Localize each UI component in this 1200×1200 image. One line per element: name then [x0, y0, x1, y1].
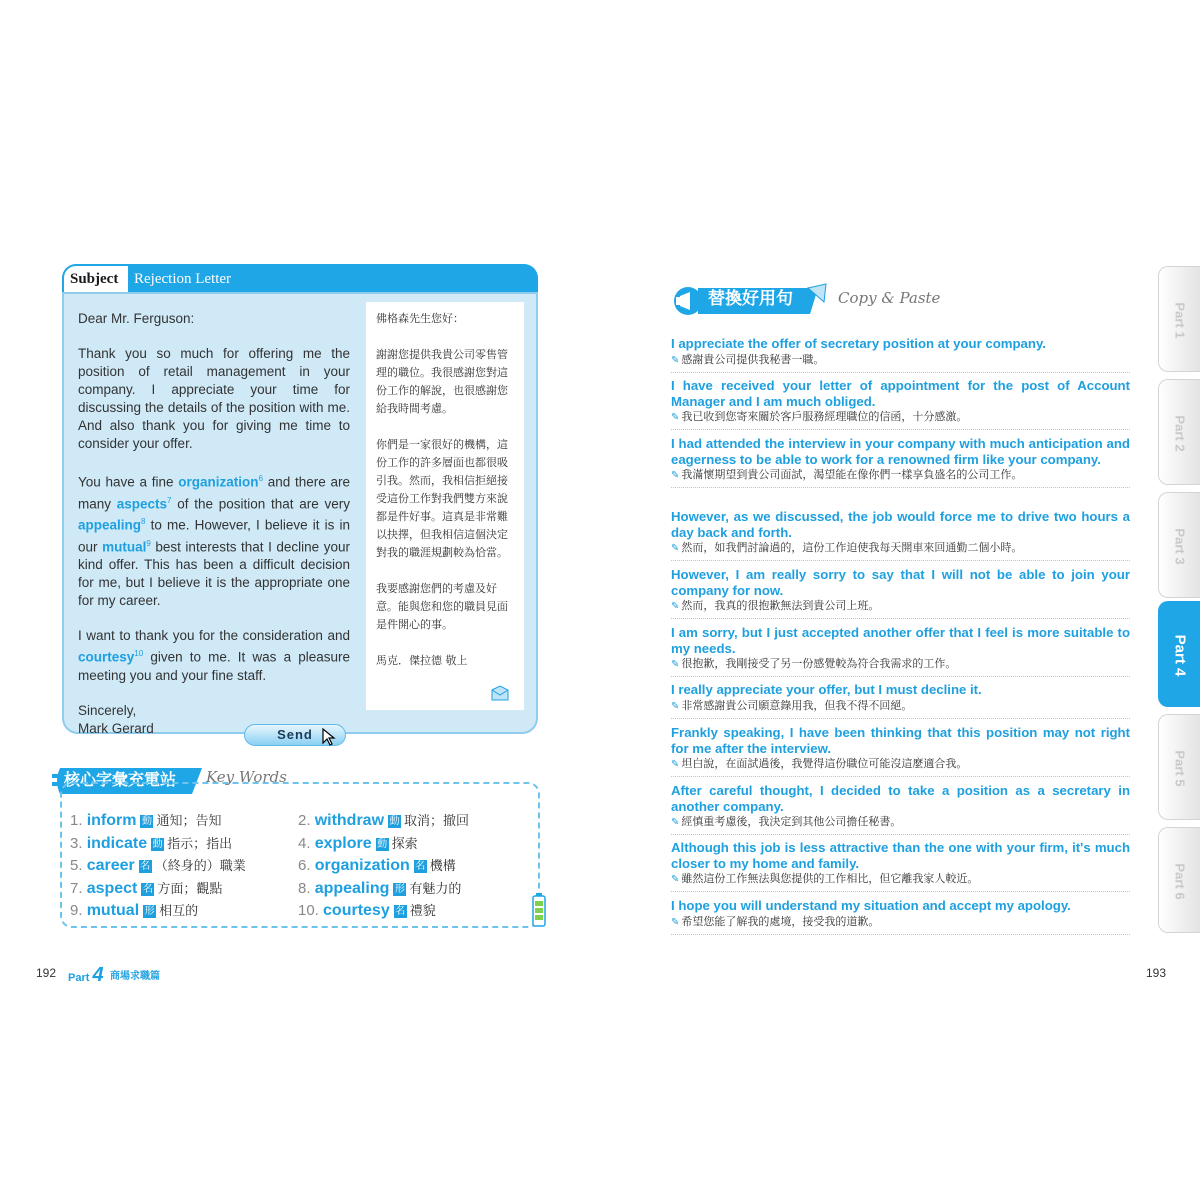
- tab-part-1[interactable]: [1158, 266, 1200, 372]
- tab-label: Part 2: [1172, 414, 1188, 452]
- footnote-6: 6: [258, 474, 263, 483]
- pencil-icon: ✎: [671, 874, 680, 885]
- cursor-icon: [322, 728, 336, 746]
- footnote-8: 8: [141, 517, 146, 526]
- key-word-item: [298, 855, 456, 875]
- key-word-number: 5.: [70, 857, 83, 875]
- part-of-speech-badge: 動: [377, 838, 388, 850]
- footnote-7: 7: [167, 495, 172, 505]
- footer-part: [68, 964, 104, 987]
- key-word-number: 7.: [70, 879, 83, 897]
- footer-part-label: Part: [68, 972, 90, 984]
- key-word-item: [70, 900, 198, 920]
- part-of-speech-badge: 動: [152, 838, 163, 850]
- tab-label-wrap: [1163, 380, 1197, 486]
- phrase-chinese: 感謝貴公司提供我秘書一職。: [681, 352, 825, 366]
- part-of-speech-badge: 形: [394, 883, 405, 895]
- part-of-speech-badge: 動: [389, 816, 400, 827]
- battery-icon: [532, 893, 546, 927]
- pencil-icon: ✎: [671, 817, 680, 828]
- phrase-item: [671, 567, 1130, 619]
- tab-label-wrap: [1163, 715, 1197, 821]
- copy-paste-script: Copy & Paste: [838, 289, 941, 307]
- phrase-chinese: 希望您能了解我的處境，接受我的道歉。: [681, 914, 880, 928]
- zh-paragraph-2: 你們是一家很好的機構，這份工作的許多層面也都很吸引我。然而，我相信拒絕接受這份工作對我們雙方來說都是件好事。這真是非常難以抉擇，但我相信這個決定對我的職涯規劃較為恰當。: [376, 438, 508, 559]
- key-word-meaning: 通知；告知: [156, 814, 222, 829]
- part-of-speech-badge: 形: [144, 906, 155, 918]
- key-word-number: 1.: [70, 812, 83, 829]
- key-word-number: 9.: [70, 902, 83, 920]
- phrase-chinese-row: [671, 656, 1130, 676]
- phrase-item: [671, 783, 1130, 835]
- pencil-icon: ✎: [671, 759, 680, 770]
- phrase-chinese: 雖然這份工作無法與您提供的工作相比，但它離我家人較近。: [681, 872, 979, 885]
- key-words-title: 核心字彙充電站: [64, 770, 177, 789]
- pencil-icon: ✎: [671, 543, 680, 554]
- tab-label-wrap: [1163, 493, 1197, 599]
- keyword-organization: organization: [178, 474, 259, 490]
- footnote-10: 10: [134, 649, 144, 658]
- copy-paste-title: 替換好用句: [708, 289, 793, 309]
- phrase-item: [671, 725, 1130, 777]
- letter-paragraph-2: [78, 470, 350, 610]
- pencil-icon: ✎: [671, 659, 680, 670]
- key-word-number: 3.: [70, 834, 83, 852]
- phrase-chinese-row: [671, 698, 1130, 718]
- key-word-meaning: 取消；撤回: [404, 814, 470, 829]
- key-word-item: [70, 833, 232, 853]
- tab-part-2[interactable]: [1158, 379, 1200, 485]
- key-word-meaning: 禮貌: [409, 904, 436, 920]
- phrase-english: I had attended the interview in your company with much anticipation and eagerness to be able to work for a renowned firm like your company.: [671, 436, 1130, 467]
- send-button[interactable]: Send: [244, 724, 346, 746]
- pencil-icon: ✎: [671, 916, 680, 928]
- text-run: to me. However, I believe it is in our: [78, 517, 350, 554]
- letter-signature: Mark Gerard: [78, 720, 154, 736]
- page-number-left: 192: [36, 966, 57, 980]
- subject-label: Subject: [64, 266, 128, 292]
- part-of-speech-badge: 名: [140, 861, 151, 873]
- key-word-meaning: 相互的: [159, 904, 199, 920]
- letter-closing: Sincerely,: [78, 702, 137, 718]
- phrase-item: [671, 509, 1130, 561]
- phrase-item: [671, 436, 1130, 488]
- tab-part-5[interactable]: [1158, 714, 1200, 820]
- tab-label-wrap: [1163, 602, 1197, 708]
- phrase-english: However, as we discussed, the job would force me to drive two hours a day back and forth.: [671, 509, 1130, 540]
- phrase-english: I appreciate the offer of secretary position at your company.: [671, 336, 1046, 351]
- key-word-item: [70, 878, 222, 898]
- zh-paragraph-1: 謝謝您提供我貴公司零售管理的職位。我很感謝您對這份工作的解說，也很感謝您給我時間考慮。: [376, 348, 508, 415]
- key-word-item: [298, 810, 469, 830]
- phrase-chinese: 我已收到您寄來關於客戶服務經理職位的信函，十分感激。: [681, 410, 968, 423]
- key-word-item: [298, 878, 461, 898]
- tab-label: Part 4: [1171, 634, 1189, 676]
- phrase-english: I hope you will understand my situation and accept my apology.: [671, 898, 1071, 913]
- key-word-meaning: 探索: [391, 836, 418, 852]
- tab-part-3[interactable]: [1158, 492, 1200, 598]
- phrase-item: [671, 682, 1130, 719]
- letter-chinese: [366, 302, 524, 710]
- key-word-item: [70, 810, 221, 830]
- phrase-item: [671, 898, 1130, 935]
- phrase-chinese-row: [671, 467, 1130, 487]
- footnote-9: 9: [146, 538, 151, 548]
- tab-label: Part 6: [1172, 862, 1188, 900]
- subject-value: Rejection Letter: [134, 271, 232, 287]
- part-of-speech-badge: 名: [142, 883, 153, 895]
- phrase-item: [671, 378, 1130, 430]
- key-word-item: [298, 900, 436, 920]
- phrase-item: [671, 840, 1130, 892]
- text-run: of the position that are very: [171, 496, 350, 511]
- phrase-chinese: 很抱歉，我剛接受了另一份感覺較為符合我需求的工作。: [681, 657, 957, 670]
- phrase-chinese: 非常感謝貴公司願意錄用我，但我不得不回絕。: [681, 698, 913, 712]
- key-word: organization: [314, 857, 410, 875]
- zh-sign: 馬克．傑拉德 敬上: [376, 654, 468, 667]
- key-word: mutual: [86, 902, 140, 920]
- key-word-meaning: 方面；觀點: [157, 881, 223, 897]
- phrase-chinese-row: [671, 871, 1130, 891]
- key-words-script: Key Words: [206, 768, 287, 786]
- phrase-chinese-row: [671, 409, 1130, 429]
- key-word: career: [86, 857, 135, 875]
- phrase-chinese-row: [671, 914, 1130, 934]
- key-word-number: 6.: [298, 857, 311, 875]
- text-run: and there are many: [78, 474, 350, 511]
- key-word-meaning: 指示；指出: [167, 836, 233, 852]
- page-number-right: 193: [1146, 966, 1167, 980]
- phrase-english: However, I am really sorry to say that I will not be able to join your company for now.: [671, 567, 1130, 598]
- phrase-chinese: 我滿懷期望到貴公司面試，渴望能在像你們一樣享負盛名的公司工作。: [681, 468, 1023, 481]
- key-word: indicate: [86, 834, 148, 852]
- tab-label-wrap: [1163, 828, 1197, 934]
- text-run: given to me. It was a pleasure meeting you and your fine staff.: [78, 649, 350, 683]
- phrase-english: Frankly speaking, I have been thinking that this position may not right for me after the interview.: [671, 725, 1130, 756]
- text-run: You have a fine: [78, 474, 179, 490]
- phrase-item: [671, 336, 1130, 373]
- phrase-chinese: 然而，我真的很抱歉無法到貴公司上班。: [681, 599, 880, 612]
- letter-greeting: Dear Mr. Ferguson:: [78, 311, 195, 326]
- key-word-number: 2.: [298, 812, 311, 829]
- phrase-chinese-row: [671, 352, 1130, 372]
- part-of-speech-badge: 動: [141, 816, 152, 827]
- letter-paragraph-1: Thank you so much for offering me the position of retail management in your company. I appreciate your time for discussing the details of the position with me. And also thank you for giving me time to consider your offer.: [78, 346, 350, 451]
- text-run: best interests that I decline your kind offer. This has been a difficult decision for me, but I believe it is the appropriate one for my career.: [78, 539, 350, 608]
- tab-label: Part 1: [1172, 301, 1188, 339]
- footer-part-number: 4: [92, 964, 104, 986]
- footer-title: 商場求職篇: [110, 971, 160, 982]
- key-word-meaning: 機構: [429, 859, 456, 875]
- keyword-appealing: appealing: [78, 517, 142, 533]
- phrase-chinese-row: [671, 814, 1130, 834]
- key-word-number: 10.: [298, 902, 319, 920]
- letter-english: [78, 310, 350, 755]
- phrase-chinese-row: [671, 598, 1130, 618]
- keyword-aspects: aspects: [116, 496, 168, 511]
- tab-label-wrap: [1163, 267, 1197, 373]
- tab-part-6[interactable]: [1158, 827, 1200, 933]
- phrase-english: Although this job is less attractive than the one with your firm, it's much closer to my home and family.: [671, 840, 1130, 871]
- zh-paragraph-3: 我要感謝您們的考慮及好意。能與您和您的職員見面是件開心的事。: [376, 582, 508, 631]
- phrase-item: [671, 625, 1130, 677]
- phrase-english: I am sorry, but I just accepted another offer that I feel is more suitable to my needs.: [671, 625, 1130, 656]
- pencil-icon: ✎: [671, 412, 680, 423]
- phrase-chinese: 經慎重考慮後，我決定到其他公司擔任秘書。: [681, 815, 902, 828]
- keyword-mutual: mutual: [102, 539, 147, 554]
- letter-paragraph-3: [78, 627, 350, 685]
- key-word: courtesy: [323, 902, 390, 920]
- phrase-chinese: 坦白說，在面試過後，我覺得這份職位可能沒這麼適合我。: [681, 757, 968, 770]
- pencil-icon: ✎: [671, 601, 680, 612]
- tab-label: Part 5: [1172, 749, 1188, 787]
- pencil-icon: ✎: [671, 354, 680, 366]
- phrase-english: I really appreciate your offer, but I must decline it.: [671, 682, 982, 697]
- keyword-courtesy: courtesy: [78, 649, 135, 665]
- key-word-item: [298, 833, 418, 853]
- key-word: inform: [86, 812, 137, 829]
- key-word: appealing: [314, 879, 390, 897]
- part-of-speech-badge: 名: [415, 861, 426, 873]
- key-word-number: 4.: [298, 834, 311, 852]
- text-run: I want to thank you for the consideration and: [78, 628, 350, 643]
- key-word: explore: [314, 834, 372, 852]
- key-word: withdraw: [314, 812, 385, 829]
- key-word-meaning: 有魅力的: [409, 881, 462, 897]
- tab-part-4[interactable]: [1158, 601, 1200, 707]
- zh-greeting: 佛格森先生您好：: [376, 312, 464, 325]
- phrase-chinese-row: [671, 756, 1130, 776]
- phrase-chinese-row: [671, 540, 1130, 560]
- phrase-english: I have received your letter of appointment for the post of Account Manager and I am much obliged.: [671, 378, 1130, 409]
- tab-label: Part 3: [1172, 527, 1188, 565]
- key-word: aspect: [86, 879, 138, 897]
- key-word-item: [70, 855, 246, 875]
- pencil-icon: ✎: [671, 470, 680, 481]
- key-word-meaning: （終身的）職業: [154, 859, 246, 875]
- pencil-icon: ✎: [671, 700, 680, 712]
- envelope-icon: [490, 685, 510, 701]
- phrase-english: After careful thought, I decided to take a position as a secretary in another company.: [671, 783, 1130, 814]
- key-word-number: 8.: [298, 879, 311, 897]
- part-of-speech-badge: 名: [395, 906, 406, 918]
- phrase-chinese: 然而，如我們討論過的，這份工作迫使我每天開車來回通勤二個小時。: [681, 541, 1023, 554]
